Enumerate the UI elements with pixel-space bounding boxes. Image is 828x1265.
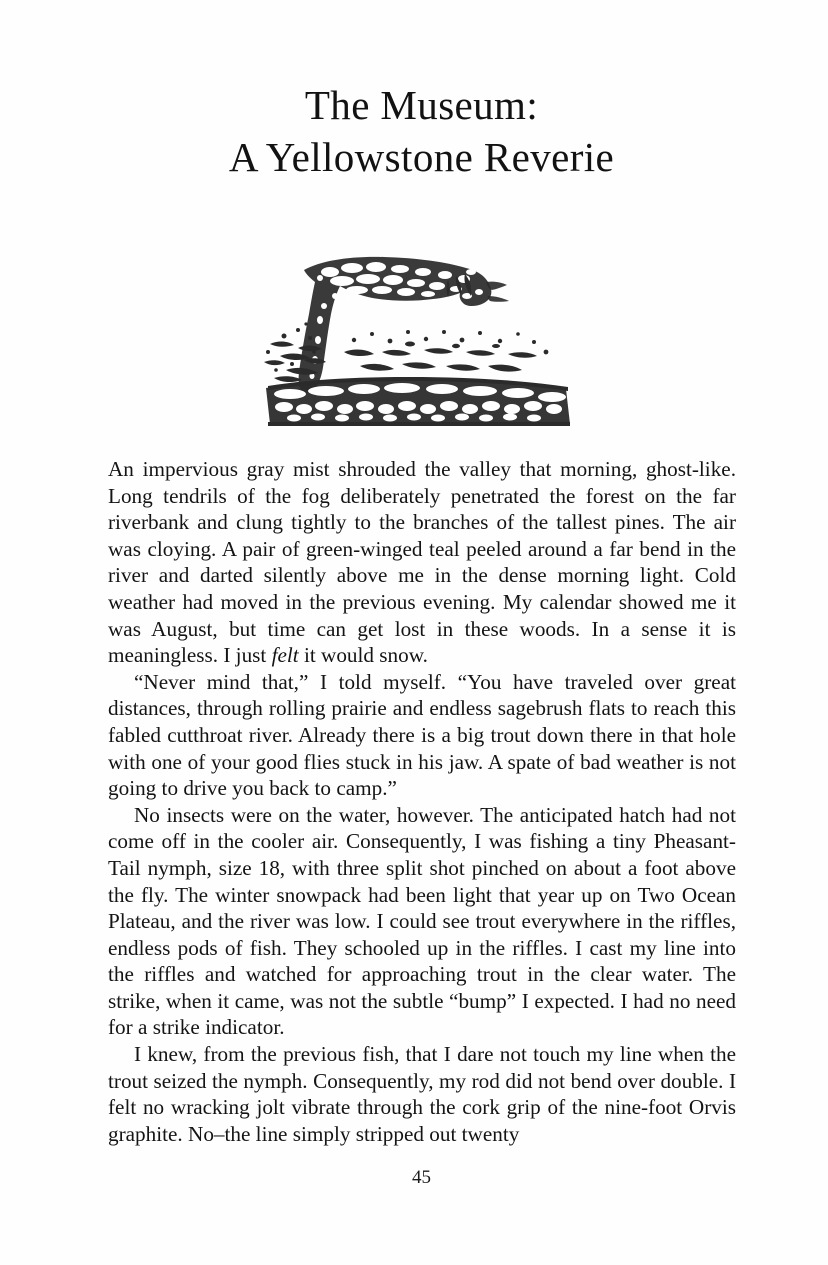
paragraph-1 (108, 456, 736, 669)
page-title (108, 79, 735, 183)
title-line-2: A Yellowstone Reverie (228, 134, 615, 181)
paragraph-3: No insects were on the water, however. The anticipated hatch had not come off in the cooler air. Consequently, I was fishing a tiny Pheasant-Tail nymph, size 18, with three split shot pinched on about a foot above the fly. The winter snowpack had been light that year up on Two Ocean Plateau, and the river was low. I could see trout everywhere in the riffles, endless pods of fish. They schooled up in the riffles. I cast my line into the riffles and watched for approaching trout in the clear water. The strike, when it came, was not the subtle “bump” I expected. I had no need for a strike indicator. (108, 802, 736, 1040)
title-line-1: The Museum: (304, 82, 539, 129)
paragraph-1-text-after: it would snow. (298, 643, 428, 668)
paragraph-1-emphasis: felt (271, 643, 299, 668)
leaping-trout-illustration (260, 248, 580, 438)
paragraph-1-text: An impervious gray mist shrouded the valley that morning, ghost-like. Long tendrils of the fog deliberately penetrated the forest on the far riverbank and clung tightly to the branches of the tallest pines. The air was cloying. A pair of green-winged teal peeled around a far bend in the river and darted silently above me in the dense morning light. Cold weather had moved in the previous evening. My calendar showed me it was August, but time can get lost in these woods. In a sense it is meaningless. I just (108, 457, 736, 668)
page-number: 45 (412, 1167, 431, 1188)
body-text (108, 456, 736, 1147)
paragraph-2: “Never mind that,” I told myself. “You have traveled over great distances, through rolling prairie and endless sagebrush flats to reach this fabled cutthroat river. Already there is a big trout down there in that hole with one of your good flies stuck in his jaw. A spate of bad weather is not going to drive you back to camp.” (108, 669, 736, 801)
paragraph-4: I knew, from the previous fish, that I dare not touch my line when the trout seized the nymph. Consequently, my rod did not bend over double. I felt no wracking jolt vibrate through the cork grip of the nine-foot Orvis graphite. No–the line simply stripped out twenty (108, 1042, 736, 1146)
